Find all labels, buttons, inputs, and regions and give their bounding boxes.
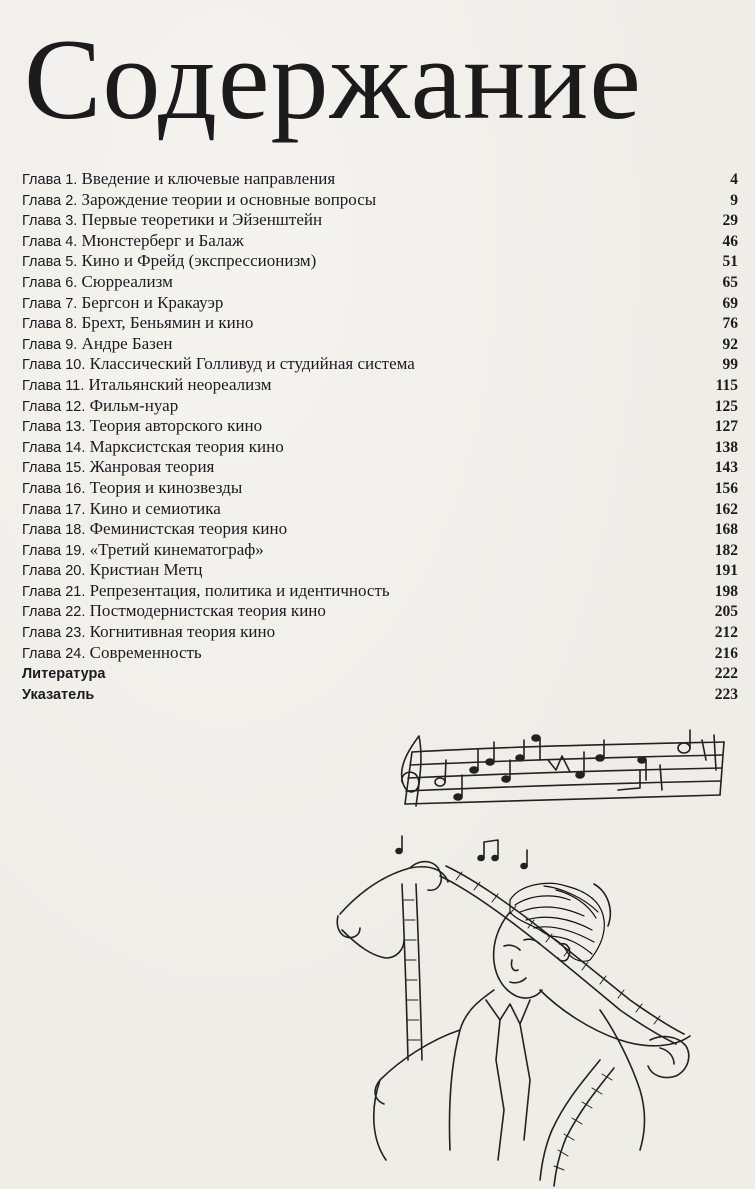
toc-entry xyxy=(22,622,738,643)
toc-entry-title: Мюнстерберг и Балаж xyxy=(81,230,244,250)
toc-entry xyxy=(22,251,738,272)
toc-entry-title: Фильм-нуар xyxy=(89,395,179,415)
toc-entry-title: Кино и семиотика xyxy=(89,498,221,518)
toc-entry-label: Глава 20. xyxy=(22,563,86,580)
toc-entry-bibliography xyxy=(22,663,738,684)
toc-entry-title: Андре Базен xyxy=(81,333,173,353)
toc-entry-page: 138 xyxy=(714,438,738,456)
toc-entry-page: 76 xyxy=(722,315,738,333)
toc-entry xyxy=(22,519,738,540)
table-of-contents xyxy=(22,169,738,704)
toc-entry xyxy=(22,560,738,581)
toc-entry xyxy=(22,643,738,664)
toc-entry-title: Когнитивная теория кино xyxy=(89,622,276,642)
toc-entry-page: 205 xyxy=(714,603,738,621)
toc-entry-page: 143 xyxy=(714,459,738,477)
toc-entry-page: 51 xyxy=(722,253,738,271)
toc-entry-index xyxy=(22,684,738,705)
toc-entry-label: Глава 9. xyxy=(22,336,78,353)
toc-entry-title: «Третий кинематограф» xyxy=(89,539,264,559)
toc-entry-title: Кристиан Метц xyxy=(89,560,203,580)
toc-entry-label: Глава 12. xyxy=(22,398,86,415)
page-title: Содержание xyxy=(24,16,642,144)
musical-note-icon xyxy=(396,836,527,869)
toc-entry-label: Глава 24. xyxy=(22,645,86,662)
toc-entry-label: Глава 17. xyxy=(22,501,86,518)
toc-entry-title: Теория авторского кино xyxy=(89,416,263,436)
toc-entry-title: Сюрреализм xyxy=(81,271,173,291)
toc-entry-label: Глава 14. xyxy=(22,439,86,456)
toc-entry xyxy=(22,601,738,622)
toc-entry-label: Глава 6. xyxy=(22,274,78,291)
toc-entry-page: 99 xyxy=(722,356,738,374)
toc-entry-title: Итальянский неореализм xyxy=(88,374,272,394)
toc-entry-label: Глава 15. xyxy=(22,460,86,477)
toc-entry xyxy=(22,190,738,211)
toc-entry xyxy=(22,334,738,355)
toc-entry-label: Глава 16. xyxy=(22,480,86,497)
toc-entry-page: 29 xyxy=(722,212,738,230)
toc-entry xyxy=(22,457,738,478)
toc-entry-title: Жанровая теория xyxy=(89,457,215,477)
toc-entry-page: 4 xyxy=(730,171,738,188)
toc-entry-label: Глава 22. xyxy=(22,604,86,621)
toc-entry-title: Постмодернистская теория кино xyxy=(89,601,326,621)
toc-entry-label: Указатель xyxy=(22,686,95,703)
toc-entry xyxy=(22,396,738,417)
toc-entry-label: Глава 18. xyxy=(22,522,86,539)
toc-entry-label: Глава 2. xyxy=(22,192,78,209)
toc-entry-title: Зарождение теории и основные вопросы xyxy=(81,189,377,209)
toc-entry-label: Литература xyxy=(22,666,106,683)
toc-entry-page: 168 xyxy=(714,521,738,539)
toc-entry-page: 222 xyxy=(714,665,738,683)
toc-entry-page: 127 xyxy=(714,418,738,436)
toc-entry xyxy=(22,231,738,252)
toc-entry-page: 69 xyxy=(722,294,738,312)
toc-entry-title: Кино и Фрейд (экспрессионизм) xyxy=(81,251,317,271)
toc-entry-page: 182 xyxy=(714,541,738,559)
toc-entry xyxy=(22,293,738,314)
toc-entry xyxy=(22,581,738,602)
toc-entry-title: Феминистская теория кино xyxy=(89,519,288,539)
toc-entry-title: Репрезентация, политика и идентичность xyxy=(89,580,390,600)
toc-entry xyxy=(22,540,738,561)
toc-entry xyxy=(22,169,738,190)
toc-entry xyxy=(22,354,738,375)
toc-entry-label: Глава 7. xyxy=(22,295,78,312)
toc-entry-page: 212 xyxy=(714,624,738,642)
toc-entry-title: Теория и кинозвезды xyxy=(89,477,243,497)
toc-entry xyxy=(22,313,738,334)
toc-entry-title: Брехт, Беньямин и кино xyxy=(81,313,254,333)
toc-entry xyxy=(22,437,738,458)
toc-entry-label: Глава 10. xyxy=(22,357,86,374)
toc-entry-title: Первые теоретики и Эйзенштейн xyxy=(81,210,323,230)
toc-entry-title: Современность xyxy=(89,642,202,662)
toc-entry-title: Бергсон и Кракауэр xyxy=(81,292,224,312)
toc-entry-title: Марксистская теория кино xyxy=(89,436,284,456)
toc-entry-label: Глава 5. xyxy=(22,254,78,271)
toc-entry xyxy=(22,499,738,520)
toc-entry-page: 223 xyxy=(714,685,738,703)
toc-entry-label: Глава 21. xyxy=(22,583,86,600)
toc-entry-page: 9 xyxy=(730,191,738,209)
toc-entry-page: 216 xyxy=(714,644,738,662)
toc-entry xyxy=(22,478,738,499)
toc-entry-label: Глава 13. xyxy=(22,419,86,436)
toc-entry-page: 125 xyxy=(714,397,738,415)
music-staff-icon xyxy=(402,730,724,806)
toc-entry-label: Глава 19. xyxy=(22,542,86,559)
toc-entry xyxy=(22,210,738,231)
toc-entry-page: 198 xyxy=(714,582,738,600)
toc-entry-label: Глава 3. xyxy=(22,213,78,230)
toc-entry-page: 46 xyxy=(722,232,738,250)
toc-entry-page: 162 xyxy=(714,500,738,518)
toc-entry xyxy=(22,272,738,293)
toc-entry-page: 191 xyxy=(714,562,738,580)
toc-entry xyxy=(22,416,738,437)
toc-entry-label: Глава 8. xyxy=(22,316,78,333)
person-with-film-strip-icon xyxy=(337,862,690,1186)
toc-entry-page: 156 xyxy=(714,479,738,497)
toc-entry-page: 115 xyxy=(715,376,738,394)
toc-entry-page: 92 xyxy=(722,335,738,353)
toc-entry-label: Глава 1. xyxy=(22,172,78,188)
toc-entry-title: Введение и ключевые направления xyxy=(81,169,336,188)
toc-entry-label: Глава 4. xyxy=(22,233,78,250)
toc-entry-title: Классический Голливуд и студийная система xyxy=(89,354,415,374)
toc-entry-label: Глава 11. xyxy=(22,377,85,394)
toc-entry-page: 65 xyxy=(722,273,738,291)
toc-entry-label: Глава 23. xyxy=(22,625,86,642)
toc-entry xyxy=(22,375,738,396)
